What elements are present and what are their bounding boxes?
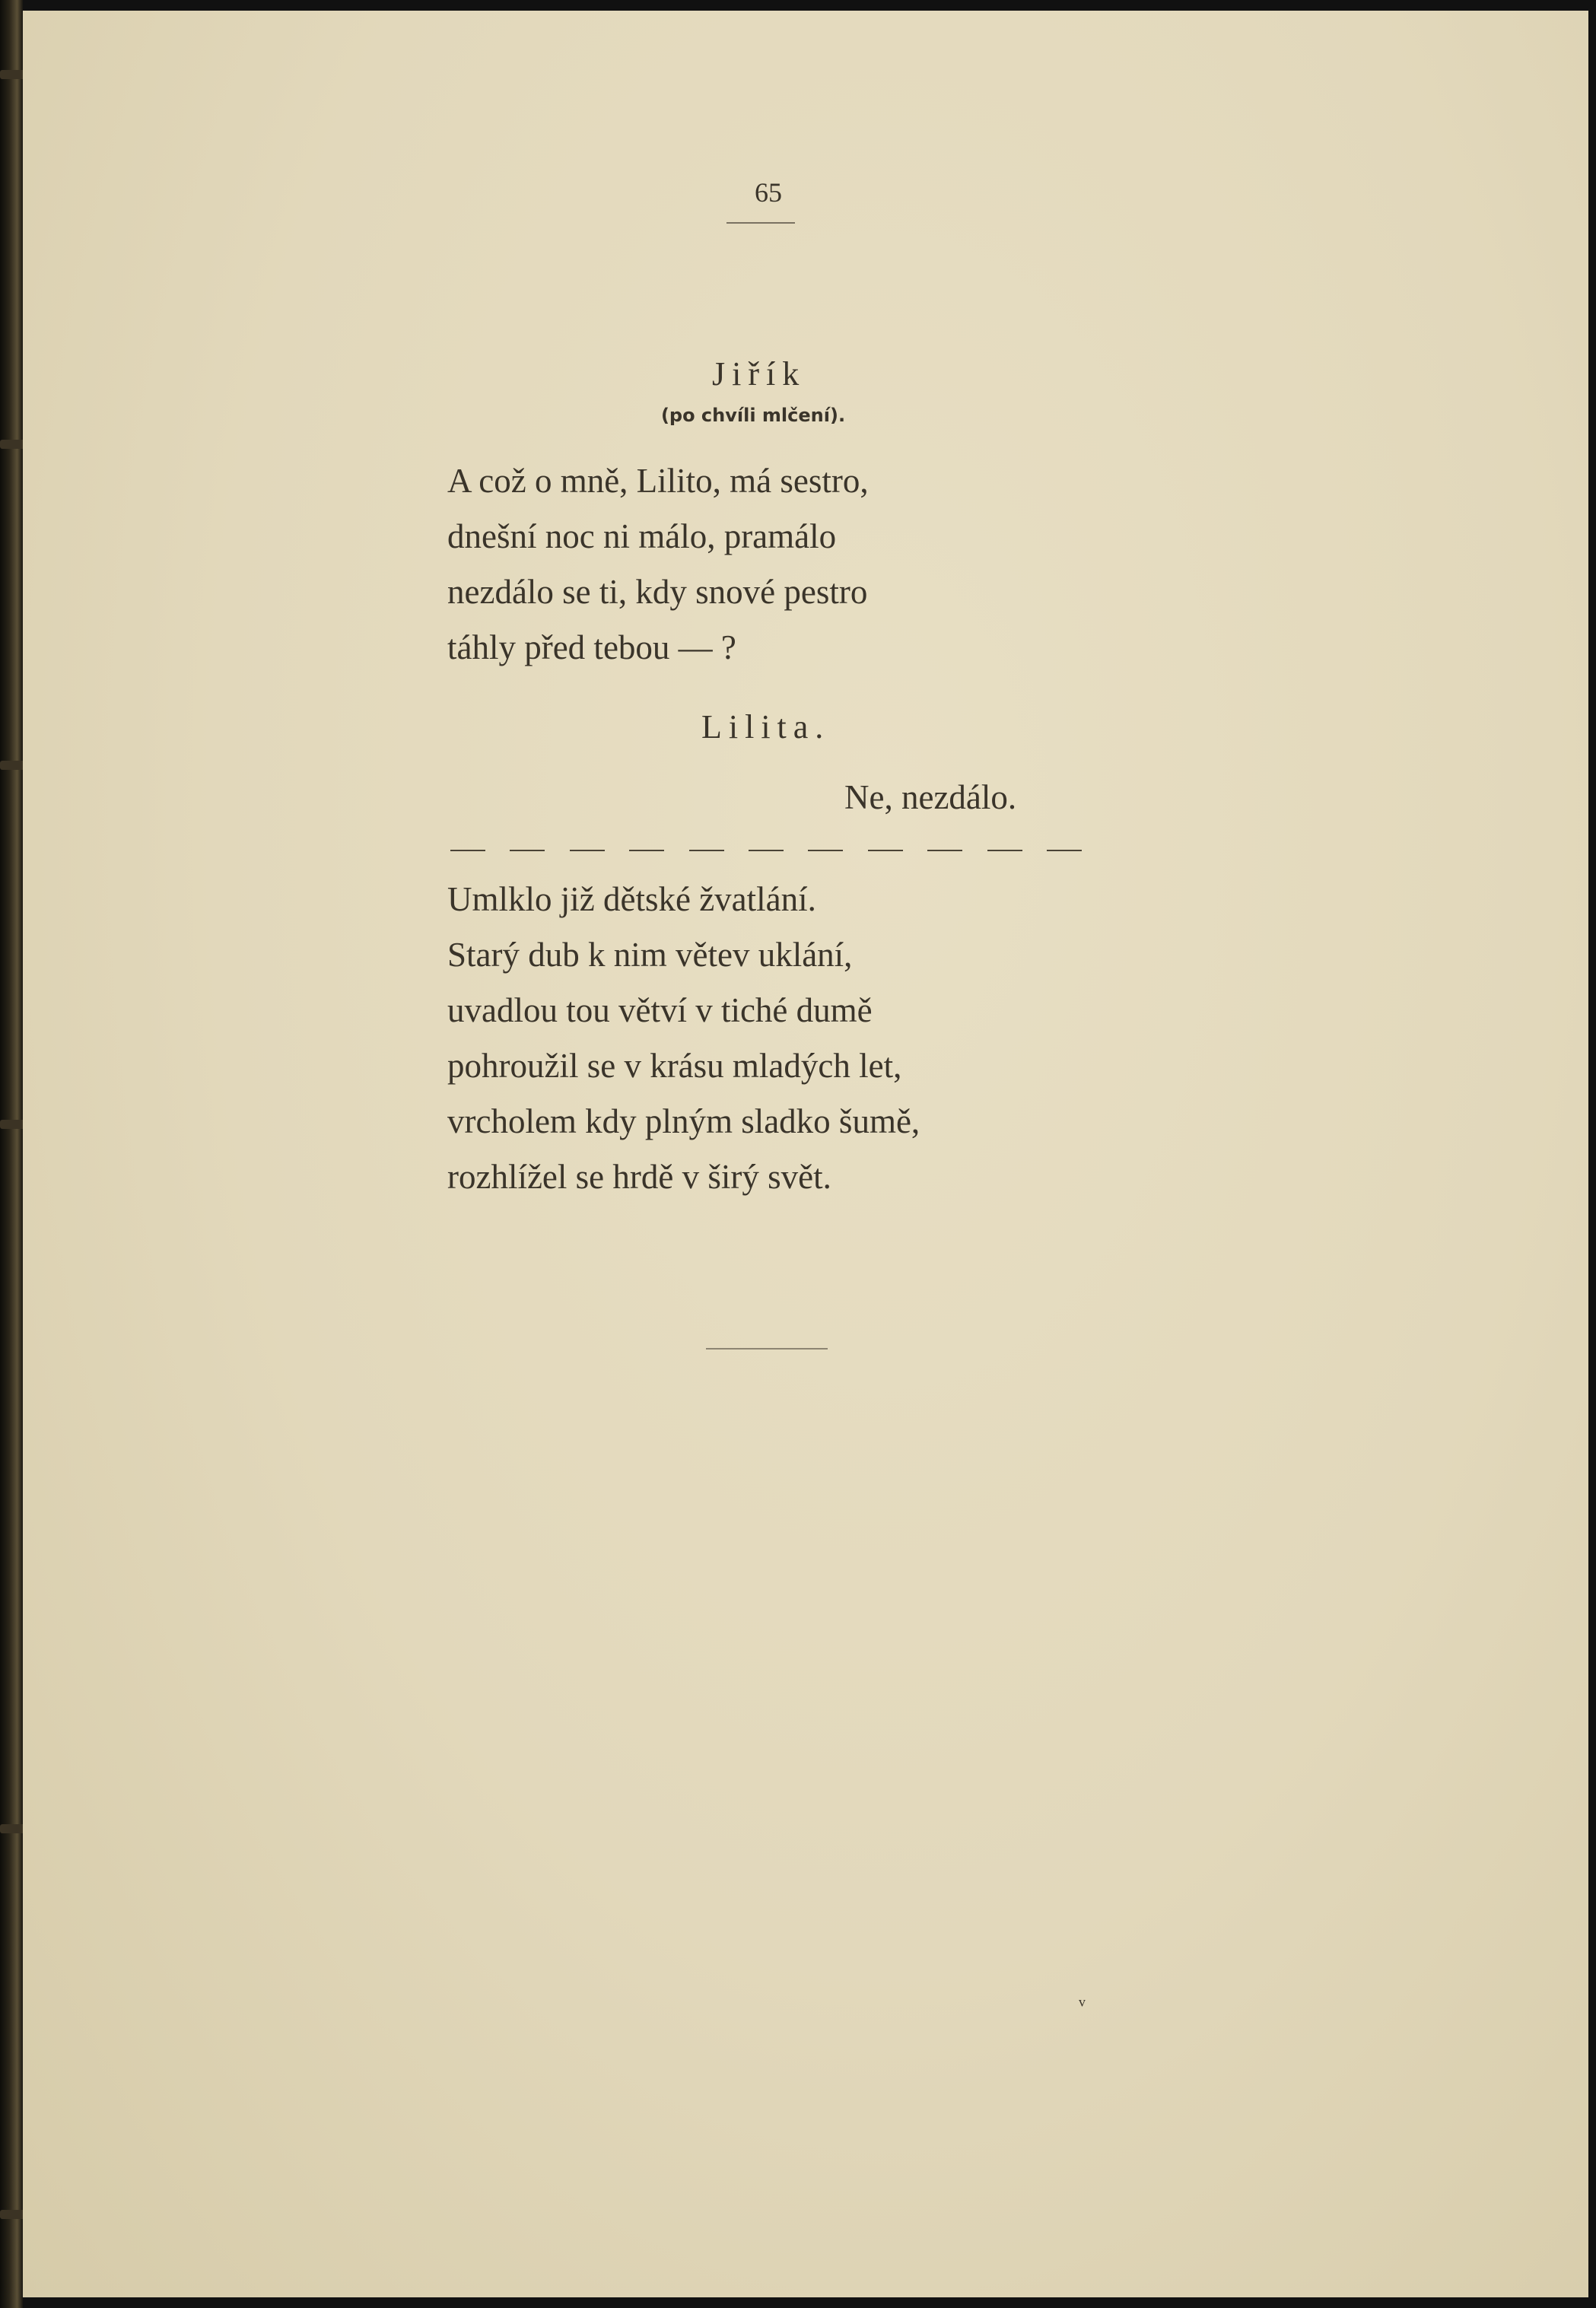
verse-line: Umlklo již dětské žvatlání. <box>447 880 816 918</box>
verse-line: rozhlížel se hrdě v širý svět. <box>447 1158 831 1196</box>
verse-line: dnešní noc ni málo, pramálo <box>447 517 837 555</box>
separator-dash <box>629 850 664 851</box>
separator-dash <box>689 850 724 851</box>
separator-dash <box>749 850 784 851</box>
verse-line: A což o mně, Lilito, má sestro, <box>447 462 869 500</box>
separator-dash <box>1047 850 1082 851</box>
separator-dash <box>570 850 605 851</box>
stage-direction: (po chvíli mlčení). <box>660 405 846 426</box>
dashed-separator <box>450 850 1082 851</box>
separator-dash <box>868 850 903 851</box>
verse-line: uvadlou tou větví v tiché dumě <box>447 991 873 1029</box>
narration-verse <box>447 872 920 1205</box>
speaker-name-lilita: Lilita. <box>701 708 831 745</box>
separator-dash <box>927 850 962 851</box>
signature-mark: ᵛ <box>1079 1993 1086 2018</box>
verse-line: nezdálo se ti, kdy snové pestro <box>447 573 868 611</box>
verse-line: vrcholem kdy plným sladko šumě, <box>447 1102 920 1140</box>
page-number-rule <box>726 222 795 224</box>
separator-dash <box>808 850 843 851</box>
verse-line: pohroužil se v krásu mladých let, <box>447 1047 902 1085</box>
section-end-rule <box>706 1348 828 1350</box>
separator-dash <box>510 850 545 851</box>
book-binding-gutter <box>0 0 23 2308</box>
verse-line: táhly před tebou — ? <box>447 628 736 666</box>
speaker-name-jirik: Jiřík <box>712 355 806 393</box>
page-number: 65 <box>755 177 782 208</box>
verse-line: Starý dub k nim větev uklání, <box>447 936 853 974</box>
lilita-reply: Ne, nezdálo. <box>844 778 1017 816</box>
separator-dash <box>450 850 485 851</box>
jirik-verse <box>447 453 869 676</box>
separator-dash <box>987 850 1022 851</box>
